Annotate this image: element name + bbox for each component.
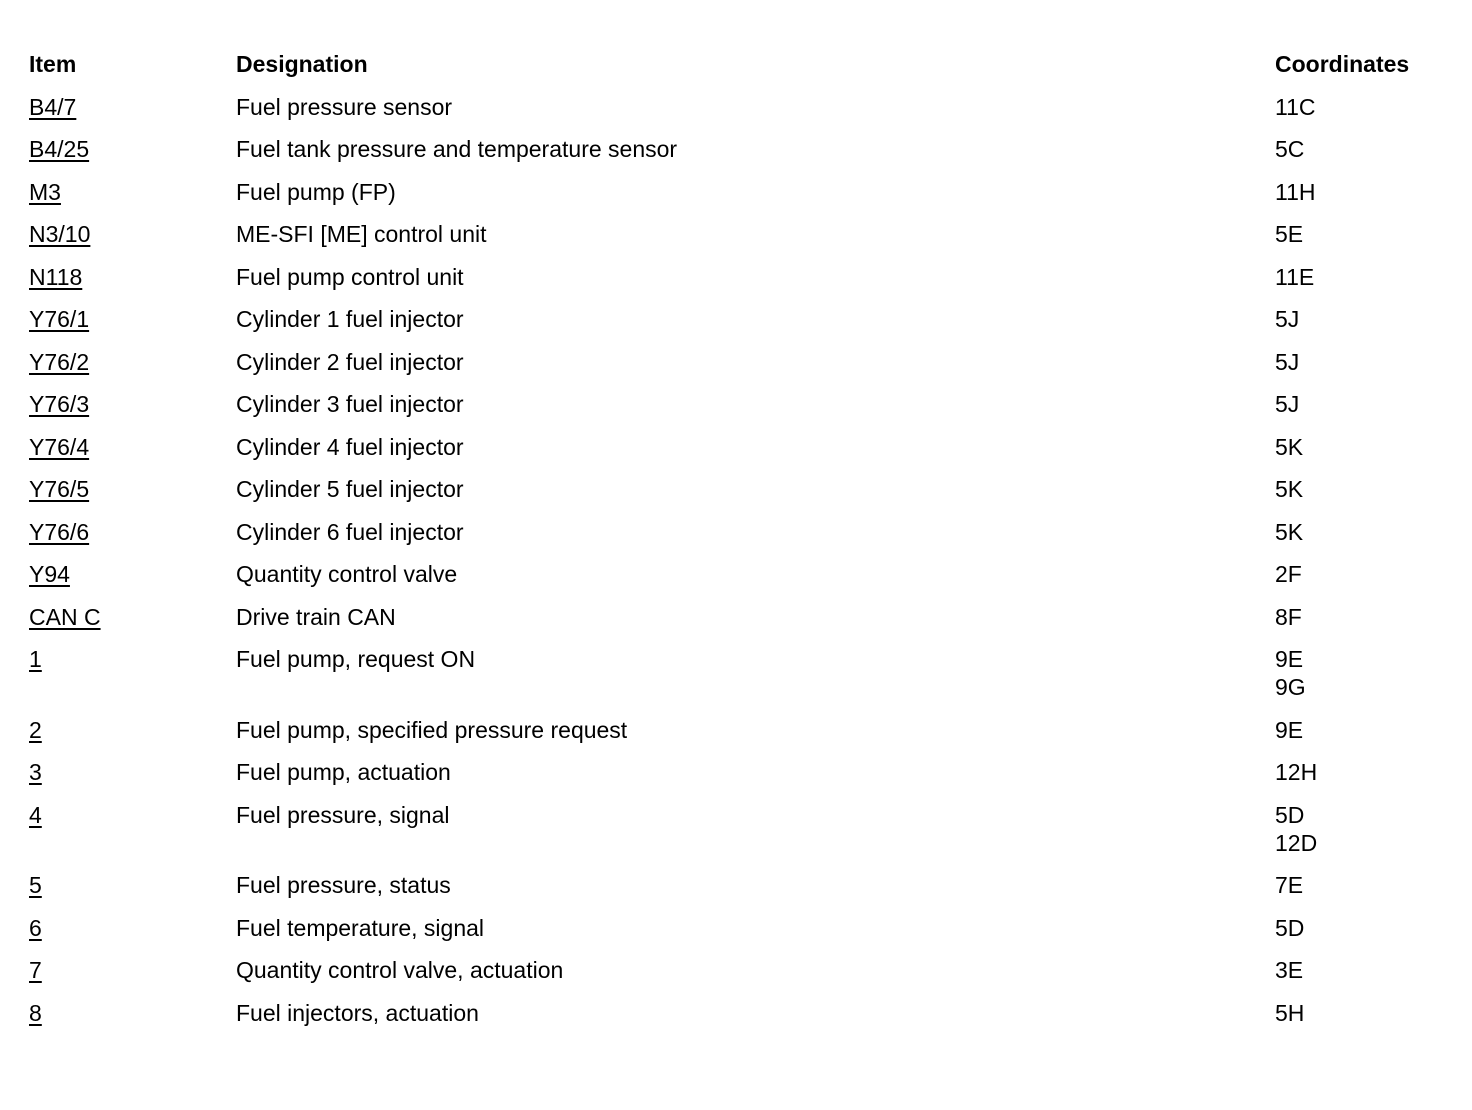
table-row	[29, 348, 1449, 391]
header-coordinates: Coordinates	[1275, 51, 1410, 77]
designation-cell: Cylinder 1 fuel injector	[236, 306, 464, 332]
table-row	[29, 603, 1449, 646]
designation-cell: Fuel injectors, actuation	[236, 999, 479, 1026]
coordinate-value: 5K	[1275, 476, 1304, 502]
coordinate-value: 5C	[1275, 136, 1305, 162]
coordinates-cell	[1275, 645, 1449, 701]
table-row	[29, 716, 1449, 759]
table-row	[29, 433, 1449, 476]
designation-cell: Fuel pump, actuation	[236, 759, 451, 785]
item-cell	[29, 603, 236, 631]
table-row	[29, 263, 1449, 306]
designation-cell: Fuel tank pressure and temperature sensor	[236, 136, 678, 162]
coordinates-cell	[1275, 305, 1449, 333]
coordinates-cell	[1275, 518, 1449, 546]
item-link[interactable]: 3	[29, 759, 42, 785]
coordinates-cell	[1275, 956, 1449, 984]
table-row	[29, 999, 1449, 1042]
coordinate-value: 2F	[1275, 561, 1302, 587]
coordinates-cell	[1275, 390, 1449, 418]
table-row	[29, 135, 1449, 178]
item-cell	[29, 135, 236, 163]
designation-cell: Fuel pressure, signal	[236, 801, 450, 828]
coordinates-cell	[1275, 801, 1449, 857]
coordinates-cell	[1275, 603, 1449, 631]
designation-cell: Fuel temperature, signal	[236, 914, 485, 941]
designation-cell: Cylinder 2 fuel injector	[236, 348, 464, 375]
item-cell	[29, 433, 236, 461]
designation-cell: Cylinder 3 fuel injector	[236, 391, 464, 417]
coordinates-cell	[1275, 560, 1449, 588]
item-link[interactable]: N3/10	[29, 221, 91, 247]
table-row	[29, 93, 1449, 136]
item-link[interactable]: CAN C	[29, 603, 101, 630]
item-cell	[29, 348, 236, 376]
coordinate-value: 5D	[1275, 914, 1305, 941]
designation-cell: Quantity control valve	[236, 561, 458, 587]
legend-header-row	[29, 50, 1449, 93]
item-cell	[29, 220, 236, 248]
coordinate-value: 9E	[1275, 716, 1304, 743]
coordinates-cell	[1275, 178, 1449, 206]
table-row	[29, 801, 1449, 872]
designation-cell: Drive train CAN	[236, 603, 396, 630]
item-link[interactable]: B4/7	[29, 93, 77, 120]
coordinate-value: 9G	[1275, 674, 1306, 700]
table-row	[29, 560, 1449, 603]
designation-cell: Cylinder 4 fuel injector	[236, 433, 464, 460]
designation-cell: Fuel pump (FP)	[236, 178, 396, 205]
item-link[interactable]: Y76/3	[29, 391, 90, 417]
item-cell	[29, 758, 236, 786]
coordinates-cell	[1275, 999, 1449, 1027]
item-cell	[29, 956, 236, 984]
coordinate-value: 12H	[1275, 759, 1318, 785]
table-row	[29, 220, 1449, 263]
coordinate-value: 5K	[1275, 433, 1304, 460]
item-cell	[29, 518, 236, 546]
designation-cell: Fuel pump, specified pressure request	[236, 716, 628, 743]
coordinate-value: 3E	[1275, 957, 1304, 983]
item-cell	[29, 305, 236, 333]
coordinate-value: 11E	[1275, 263, 1315, 290]
coordinate-value: 11H	[1275, 178, 1316, 205]
coordinate-value: 8F	[1275, 603, 1302, 630]
item-cell	[29, 871, 236, 899]
item-cell	[29, 716, 236, 744]
designation-cell: ME-SFI [ME] control unit	[236, 221, 487, 247]
coordinate-value: 11C	[1275, 93, 1316, 120]
coordinate-value: 5H	[1275, 999, 1305, 1026]
item-link[interactable]: Y76/1	[29, 306, 90, 332]
item-link[interactable]: 1	[29, 646, 42, 672]
coordinate-value: 5J	[1275, 348, 1300, 375]
coordinates-cell	[1275, 914, 1449, 942]
coordinates-cell	[1275, 93, 1449, 121]
coordinates-cell	[1275, 348, 1449, 376]
designation-cell: Quantity control valve, actuation	[236, 957, 564, 983]
table-row	[29, 956, 1449, 999]
designation-cell: Cylinder 5 fuel injector	[236, 476, 464, 502]
coordinates-cell	[1275, 220, 1449, 248]
item-link[interactable]: 7	[29, 957, 42, 983]
item-cell	[29, 475, 236, 503]
coordinate-value: 5K	[1275, 518, 1304, 545]
coordinates-cell	[1275, 716, 1449, 744]
item-cell	[29, 645, 236, 673]
table-row	[29, 475, 1449, 518]
coordinates-cell	[1275, 871, 1449, 899]
header-designation: Designation	[236, 51, 368, 77]
table-row	[29, 871, 1449, 914]
legend-rows	[29, 93, 1449, 1042]
item-cell	[29, 914, 236, 942]
coordinates-cell	[1275, 475, 1449, 503]
item-link[interactable]: 5	[29, 872, 42, 898]
item-cell	[29, 178, 236, 206]
item-link[interactable]: N118	[29, 263, 83, 290]
table-row	[29, 178, 1449, 221]
item-cell	[29, 801, 236, 829]
coordinate-value: 5J	[1275, 391, 1300, 417]
coordinate-value: 5E	[1275, 221, 1304, 247]
item-link[interactable]: 8	[29, 999, 42, 1026]
header-item: Item	[29, 51, 77, 77]
item-cell	[29, 93, 236, 121]
item-link[interactable]: M3	[29, 178, 61, 205]
legend-table	[29, 50, 1449, 1041]
table-row	[29, 390, 1449, 433]
item-link[interactable]: B4/25	[29, 136, 90, 162]
item-link[interactable]: 2	[29, 716, 42, 743]
table-row	[29, 305, 1449, 348]
table-row	[29, 758, 1449, 801]
table-row	[29, 914, 1449, 957]
item-cell	[29, 999, 236, 1027]
item-link[interactable]: 6	[29, 914, 42, 941]
item-link[interactable]: Y76/4	[29, 433, 90, 460]
coordinate-value: 9E	[1275, 646, 1304, 672]
coordinate-value: 5D	[1275, 801, 1305, 828]
item-link[interactable]: Y76/2	[29, 348, 90, 375]
designation-cell: Cylinder 6 fuel injector	[236, 518, 464, 545]
item-cell	[29, 560, 236, 588]
designation-cell: Fuel pressure sensor	[236, 93, 453, 120]
item-link[interactable]: 4	[29, 801, 42, 828]
item-link[interactable]: Y76/5	[29, 476, 90, 502]
coordinates-cell	[1275, 263, 1449, 291]
coordinates-cell	[1275, 758, 1449, 786]
coordinates-cell	[1275, 135, 1449, 163]
table-row	[29, 645, 1449, 716]
item-link[interactable]: Y94	[29, 561, 70, 587]
designation-cell: Fuel pressure, status	[236, 872, 451, 898]
coordinates-cell	[1275, 433, 1449, 461]
designation-cell: Fuel pump, request ON	[236, 646, 476, 672]
coordinate-value: 12D	[1275, 829, 1318, 856]
item-link[interactable]: Y76/6	[29, 518, 90, 545]
item-cell	[29, 390, 236, 418]
coordinate-value: 5J	[1275, 306, 1300, 332]
coordinate-value: 7E	[1275, 872, 1304, 898]
table-row	[29, 518, 1449, 561]
designation-cell: Fuel pump control unit	[236, 263, 464, 290]
item-cell	[29, 263, 236, 291]
